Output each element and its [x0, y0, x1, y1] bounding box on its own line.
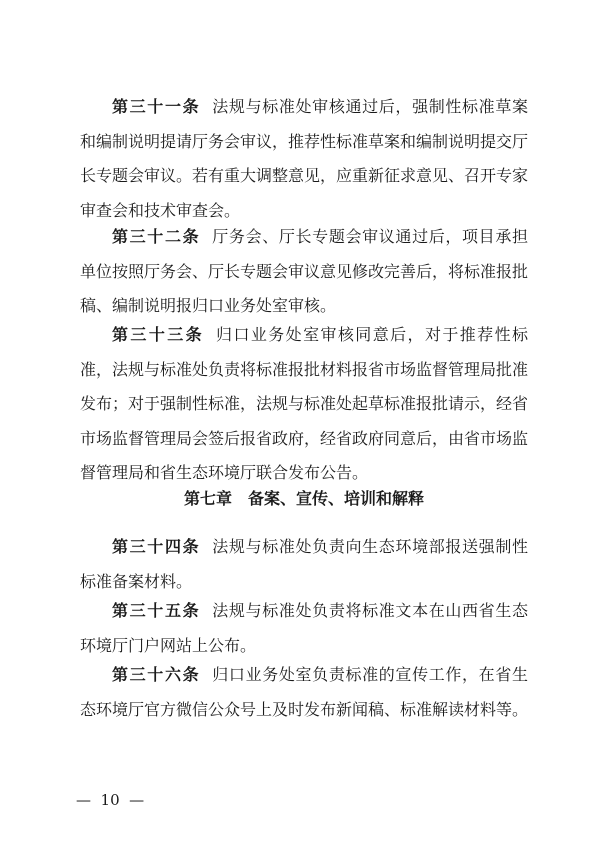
article-text: 归口业务处室负责标准的宣传工作，在省生态环境厅官方微信公众号上及时发布新闻稿、标准解读材料等。 — [80, 665, 529, 719]
article-number: 第三十四条 — [112, 537, 201, 556]
article-33 — [80, 318, 528, 491]
article-number: 第三十一条 — [112, 97, 201, 116]
chapter-heading: 第七章 备案、宣传、培训和解释 — [183, 489, 424, 508]
article-34 — [80, 530, 528, 599]
article-text: 归口业务处室审核同意后，对于推荐性标准，法规与标准处负责将标准报批材料报省市场监督管理局批准发布；对于强制性标准，法规与标准处起草标准报批请示，经省市场监督管理局会签后报省政府，经省政府同意后，由省市场监督管理局和省生态环境厅联合发布公告。 — [80, 325, 529, 482]
article-35 — [80, 594, 528, 663]
article-31 — [80, 90, 528, 228]
page-number: — 10 — — [76, 791, 145, 809]
article-text: 法规与标准处负责将标准文本在山西省生态环境厅门户网站上公布。 — [80, 601, 528, 655]
article-32 — [80, 220, 528, 324]
article-number: 第三十六条 — [112, 665, 201, 684]
article-text: 厅务会、厅长专题会审议通过后，项目承担单位按照厅务会、厅长专题会审议意见修改完善后，将标准报批稿、编制说明报归口业务处室审核。 — [80, 227, 529, 315]
article-text: 法规与标准处审核通过后，强制性标准草案和编制说明提请厅务会审议，推荐性标准草案和编制说明提交厅长专题会审议。若有重大调整意见，应重新征求意见、召开专家审查会和技术审查会。 — [80, 97, 529, 220]
article-number: 第三十三条 — [112, 325, 205, 344]
article-number: 第三十五条 — [112, 601, 201, 620]
article-number: 第三十二条 — [112, 227, 201, 246]
article-text: 法规与标准处负责向生态环境部报送强制性标准备案材料。 — [80, 537, 528, 591]
article-36 — [80, 658, 528, 727]
